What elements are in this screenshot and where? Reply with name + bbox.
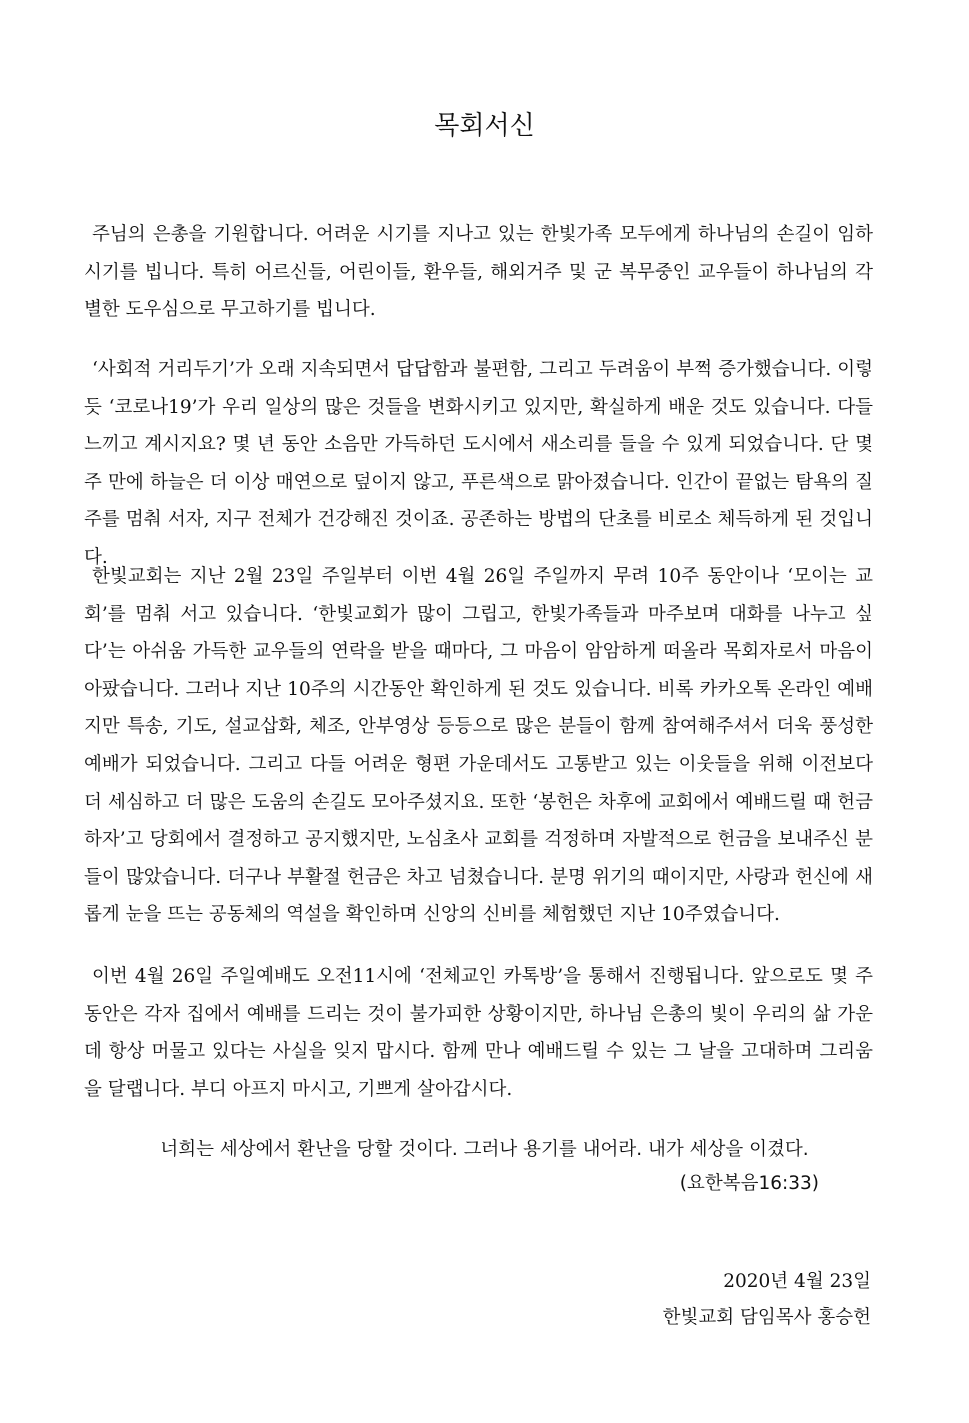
paragraph-social-distancing: ‘사회적 거리두기’가 오래 지속되면서 답답함과 불편함, 그리고 두려움이 부쩍 증가했습니다. 이렇듯 ‘코로나19’가 우리 일상의 많은 것들을 변화시키고 있지만, 확실하게 배운 것도 있습니다. 다들 느끼고 계시지요? 몇 년 동안 소음만 가득하던 도시에서 새소리를 들을 수 있게 되었습니다. 단 몇 주 만에 하늘은 더 이상 매연으로 덮이지 않고, 푸른색으로 맑아졌습니다. 인간이 끝없는 탐욕의 질주를 멈춰 서자, 지구 전체가 건강해진 것이죠. 공존하는 방법의 단초를 비로소 체득하게 된 것입니다. [84,359,873,568]
paragraph-church-report: 한빛교회는 지난 2월 23일 주일부터 이번 4월 26일 주일까지 무려 10주 동안이나 ‘모이는 교회’를 멈춰 서고 있습니다. ‘한빛교회가 많이 그립고, 한빛가족들과 마주보며 대화를 나누고 싶다’는 아쉬움 가득한 교우들의 연락을 받을 때마다, 그 마음이 암암하게 떠올라 목회자로서 마음이 아팠습니다. 그러나 지난 10주의 시간동안 확인하게 된 것도 있습니다. 비록 카카오톡 온라인 예배지만 특송, 기도, 설교삽화, 체조, 안부영상 등등으로 많은 분들이 함께 참여해주셔서 더욱 풍성한 예배가 되었습니다. 그리고 다들 어려운 형편 가운데서도 고통받고 있는 이웃들을 위해 이전보다 더 세심하고 더 많은 도움의 손길도 모아주셨지요. 또한 ‘봉헌은 차후에 교회에서 예배드릴 때 헌금하자’고 당회에서 결정하고 공지했지만, 노심초사 교회를 걱정하며 자발적으로 헌금을 보내주신 분들이 많았습니다. 더구나 부활절 헌금은 차고 넘쳤습니다. 분명 위기의 때이지만, 사랑과 헌신에 새롭게 눈을 뜨는 공동체의 역설을 확인하며 신앙의 신비를 체험했던 지난 10주였습니다. [84,566,873,926]
signature-author: 한빛교회 담임목사 홍승헌 [662,1307,871,1328]
scripture-verse: 너희는 세상에서 환난을 당할 것이다. 그러나 용기를 내어라. 내가 세상을 이겼다. [160,1139,809,1160]
scripture-reference: (요한복음16:33) [679,1173,819,1194]
signature-date: 2020년 4월 23일 [723,1271,871,1292]
page-title: 목회서신 [434,111,535,141]
paragraph-greeting: 주님의 은총을 기원합니다. 어려운 시기를 지나고 있는 한빛가족 모두에게 하나님의 손길이 임하시기를 빕니다. 특히 어르신들, 어린이들, 환우들, 해외거주 및 군 복무중인 교우들이 하나님의 각별한 도우심으로 무고하기를 빕니다. [84,224,873,321]
paragraph-worship-notice: 이번 4월 26일 주일예배도 오전11시에 ‘전체교인 카톡방’을 통해서 진행됩니다. 앞으로도 몇 주 동안은 각자 집에서 예배를 드리는 것이 불가피한 상황이지만, 하나님 은총의 빛이 우리의 삶 가운데 항상 머물고 있다는 사실을 잊지 맙시다. 함께 만나 예배드릴 수 있는 그 날을 고대하며 그리움을 달랩니다. 부디 아프지 마시고, 기쁘게 살아갑시다. [84,966,873,1100]
